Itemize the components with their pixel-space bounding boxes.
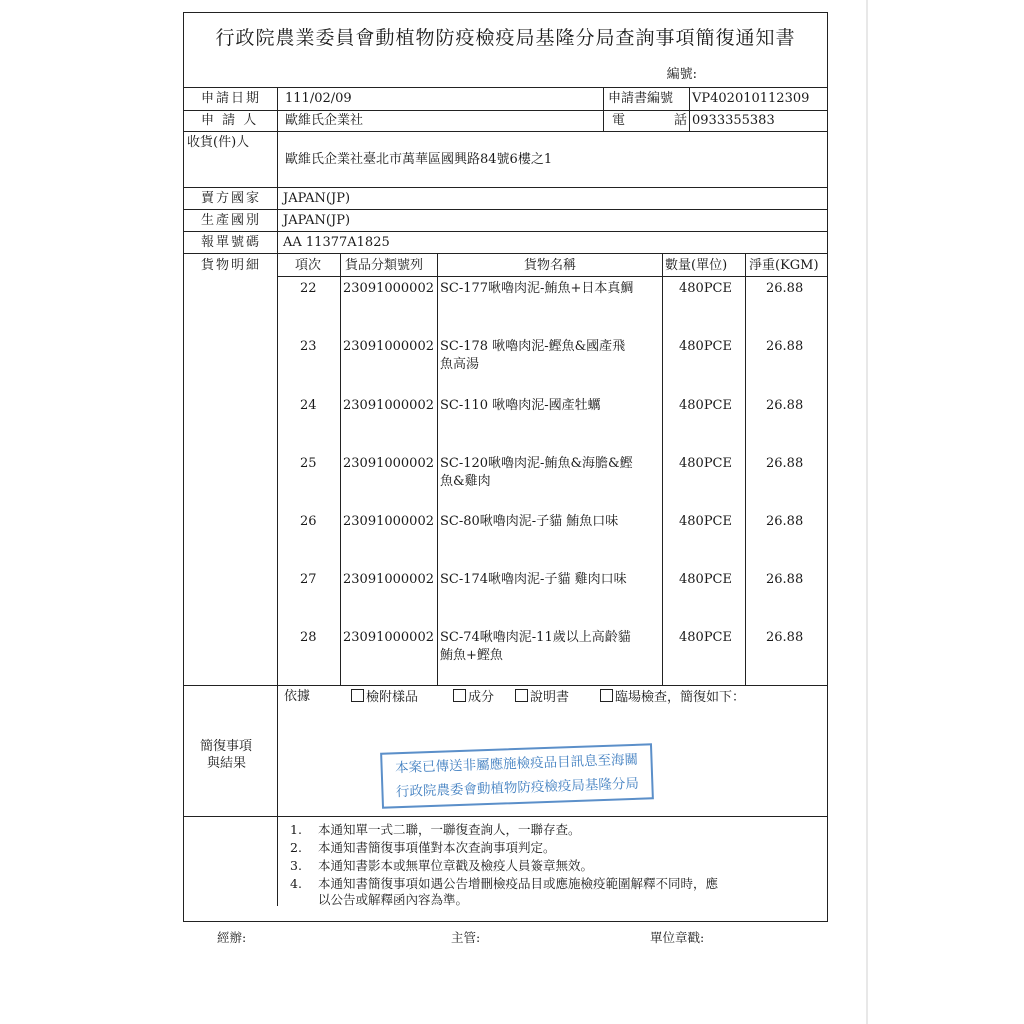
goods-label: 貨物明細: [201, 258, 262, 273]
row-weight: 26.88: [766, 339, 804, 354]
row-name-line1: SC-120啾嚕肉泥-鮪魚&海膽&鰹: [440, 456, 633, 471]
rule-row-1: [183, 110, 828, 111]
row-weight: 26.88: [766, 398, 804, 413]
row-weight: 26.88: [766, 456, 804, 471]
row-weight: 26.88: [766, 514, 804, 529]
row-weight: 26.88: [766, 630, 804, 645]
checkbox-icon[interactable]: [351, 689, 364, 702]
phone-label-2: 話: [674, 113, 688, 128]
row-code: 23091000002: [343, 456, 434, 471]
application-no-label: 申請書編號: [608, 91, 674, 106]
row-code: 23091000002: [343, 630, 434, 645]
declaration-no-label: 報單號碼: [201, 235, 262, 250]
checkbox-icon[interactable]: [600, 689, 613, 702]
stamp-line-2: 行政院農委會動植物防疫檢疫局基隆分局: [395, 775, 640, 801]
header-item: 項次: [295, 258, 322, 273]
row-weight: 26.88: [766, 572, 804, 587]
row-name-line1: SC-74啾嚕肉泥-11歲以上高齡貓: [440, 630, 631, 645]
row-code: 23091000002: [343, 514, 434, 529]
row-item: 27: [300, 572, 317, 587]
row-qty: 480PCE: [679, 572, 732, 587]
row-weight: 26.88: [766, 281, 804, 296]
handler-label: 經辦:: [217, 930, 247, 945]
row-name-line1: SC-177啾嚕肉泥-鮪魚+日本真鯛: [440, 281, 634, 296]
phone-value: 0933355383: [692, 113, 775, 128]
serial-number-label: 編號:: [666, 67, 697, 82]
rule-row-3: [183, 187, 828, 188]
declaration-no-value: AA 11377A1825: [283, 235, 390, 250]
checkbox-icon[interactable]: [453, 689, 466, 702]
row-code: 23091000002: [343, 398, 434, 413]
application-no-value: VP402010112309: [692, 91, 810, 106]
page-edge-shadow: [866, 0, 868, 1024]
row-qty: 480PCE: [679, 456, 732, 471]
row-code: 23091000002: [343, 339, 434, 354]
origin-country-value: JAPAN(JP): [283, 213, 351, 228]
row-name-line1: SC-178 啾嚕肉泥-鰹魚&國產飛: [440, 339, 626, 354]
row-item: 24: [300, 398, 317, 413]
row-name-line2: 鮪魚+鰹魚: [440, 648, 503, 663]
option-inspection[interactable]: 臨場檢查，簡復如下：: [600, 689, 745, 706]
checkbox-icon[interactable]: [515, 689, 528, 702]
note-item: 3. 本通知書影本或無單位章戳及檢疫人員簽章無效。: [290, 858, 594, 873]
header-weight: 淨重(KGM): [749, 258, 819, 273]
row-code: 23091000002: [343, 572, 434, 587]
row-name-line1: SC-174啾嚕肉泥-子貓 雞肉口味: [440, 572, 627, 587]
stamp-line-1: 本案已傳送非屬應施檢疫品目訊息至海關: [394, 751, 639, 777]
seller-country-value: JAPAN(JP): [283, 191, 351, 206]
rule-label-col-b: [277, 187, 278, 906]
row-qty: 480PCE: [679, 514, 732, 529]
option-ingredients[interactable]: 成分: [453, 689, 494, 706]
row-code: 23091000002: [343, 281, 434, 296]
row-item: 28: [300, 630, 317, 645]
apply-date-value: 111/02/09: [285, 91, 352, 106]
rule-label-col-a: [277, 87, 278, 187]
header-code: 貨品分類號列: [345, 258, 424, 273]
supervisor-label: 主管:: [451, 930, 481, 945]
applicant-label: 申 請 人: [201, 113, 259, 128]
note-item: 2. 本通知書簡復事項僅對本次查詢事項判定。: [290, 840, 556, 855]
rule-col-name: [662, 253, 663, 685]
row-item: 26: [300, 514, 317, 529]
rule-row-2: [183, 131, 828, 132]
note-item: 4. 本通知書簡復事項如遇公告增刪檢疫品目或應施檢疫範圍解釋不同時，應: [290, 876, 719, 891]
rule-reply-end: [183, 816, 828, 817]
note-item: 以公告或解釋函內容為準。: [318, 892, 469, 907]
rule-row-6: [183, 253, 828, 254]
origin-country-label: 生產國別: [201, 213, 262, 228]
rule-row-4: [183, 209, 828, 210]
rule-col-code: [437, 253, 438, 685]
option-manual[interactable]: 說明書: [515, 689, 569, 706]
phone-label-1: 電: [612, 113, 626, 128]
rule-app-no-left: [603, 87, 604, 131]
seller-country-label: 賣方國家: [201, 191, 262, 206]
seal-label: 單位章戳:: [650, 930, 705, 945]
basis-label: 依據: [284, 689, 311, 704]
apply-date-label: 申請日期: [201, 91, 262, 106]
note-item: 1. 本通知單一式二聯，一聯復查詢人，一聯存查。: [290, 822, 581, 837]
header-name: 貨物名稱: [524, 258, 577, 273]
header-qty: 數量(單位): [665, 258, 728, 273]
reply-label-2: 與結果: [207, 756, 247, 771]
row-qty: 480PCE: [679, 339, 732, 354]
reply-label-1: 簡復事項: [200, 739, 253, 754]
row-name-line1: SC-80啾嚕肉泥-子貓 鮪魚口味: [440, 514, 619, 529]
row-name-line2: 魚高湯: [440, 357, 480, 372]
applicant-value: 歐維氏企業社: [285, 113, 364, 128]
form-title: 行政院農業委員會動植物防疫檢疫局基隆分局查詢事項簡復通知書: [215, 27, 796, 49]
row-qty: 480PCE: [679, 281, 732, 296]
row-name-line1: SC-110 啾嚕肉泥-國產牡蠣: [440, 398, 601, 413]
row-item: 25: [300, 456, 317, 471]
rule-app-no-right: [689, 87, 690, 131]
rule-row-5: [183, 231, 828, 232]
rule-header: [183, 87, 828, 88]
rule-col-item: [340, 253, 341, 685]
official-stamp: [380, 743, 654, 808]
row-qty: 480PCE: [679, 398, 732, 413]
row-item: 23: [300, 339, 317, 354]
row-item: 22: [300, 281, 317, 296]
option-sample[interactable]: 檢附樣品: [351, 689, 418, 706]
consignee-label: 收貨(件)人: [187, 135, 250, 150]
rule-col-qty: [745, 253, 746, 685]
row-qty: 480PCE: [679, 630, 732, 645]
consignee-value: 歐維氏企業社臺北市萬華區國興路84號6樓之1: [285, 152, 553, 167]
row-name-line2: 魚&雞肉: [440, 474, 491, 489]
rule-goods-end: [183, 685, 828, 686]
